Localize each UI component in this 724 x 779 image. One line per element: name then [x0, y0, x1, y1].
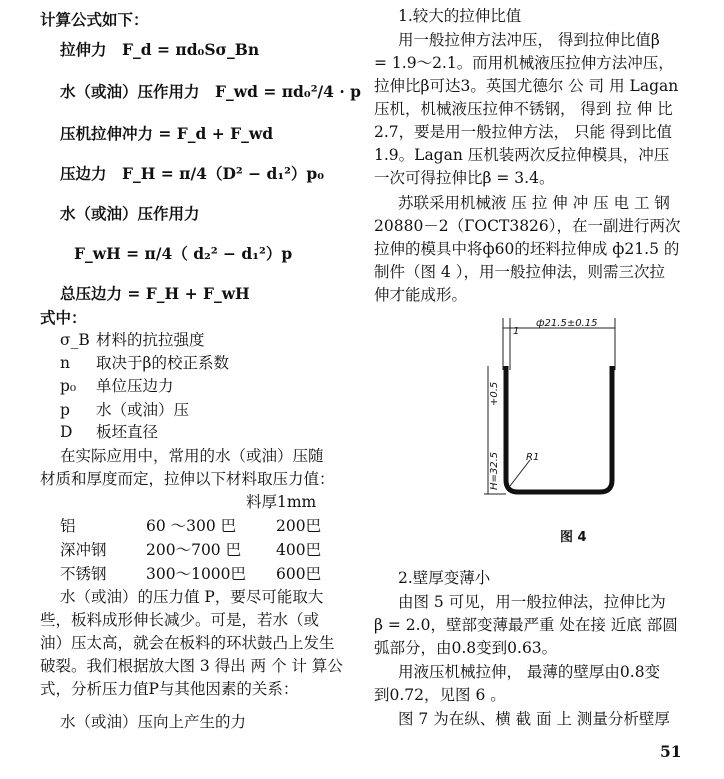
paragraph-line: 拉伸的模具中将ф60的坯料拉伸成 ф21.5 的	[374, 240, 680, 258]
paragraph-line: 一次可得拉伸比β = 3.4。	[374, 169, 555, 187]
table-cell-range: 200～700 巴	[146, 541, 242, 559]
def-description: 取决于β的校正系数	[96, 354, 229, 372]
table-header: 料厚1mm	[246, 493, 317, 511]
def-symbol: D	[60, 423, 73, 441]
formula-intro: 计算公式如下：	[40, 10, 149, 29]
formula-water-pressure-force: 水（或油）压作用力 F_wd = πd₀²/4 · p	[60, 82, 361, 101]
def-description: 水（或油）压	[96, 401, 190, 419]
paragraph-line: 到0.72，见图 6 。	[374, 686, 506, 704]
paragraph-line: 图 7 为在纵、横 截 面 上 测量分析壁厚	[398, 710, 670, 728]
table-cell-value: 200巴	[276, 517, 322, 535]
paragraph-line: 20880－2（ГОСТ3826），在一副进行两次	[374, 217, 681, 235]
height-tolerance: +0.5	[489, 381, 500, 406]
formula-water-pressure-label: 水（或油）压作用力	[60, 204, 200, 223]
def-symbol: p	[60, 401, 70, 419]
section-heading: 2.壁厚变薄小	[398, 569, 491, 587]
def-symbol: p₀	[60, 377, 77, 395]
radius-dimension: R1	[526, 452, 540, 463]
def-description: 材料的抗拉强度	[96, 331, 205, 349]
paragraph-line: 水（或油）压向上产生的力	[60, 713, 247, 731]
paragraph-line: 1.9。Lagan 压机装两次反拉伸模具，冲压	[374, 146, 670, 164]
paragraph-line: 用液压机械拉伸， 最薄的壁厚由0.8变	[398, 663, 661, 681]
table-cell-value: 400巴	[276, 541, 322, 559]
paragraph-line: 压机，机械液压拉伸不锈钢， 得到 拉 伸 比	[374, 100, 673, 118]
paragraph-line: 材质和厚度而定，拉伸以下材料取压力值：	[40, 470, 335, 488]
paragraph-line: 在实际应用中，常用的水（或油）压随	[60, 447, 324, 465]
width-dimension: ф21.5±0.15	[536, 318, 598, 329]
formula-blank-holder-force: 压边力 F_H = π/4（D² − d₁²）p₀	[60, 164, 325, 183]
formula-tensile-force: 拉伸力 F_d = πd₀Sσ_Bn	[60, 40, 260, 59]
table-cell-material: 深冲钢	[60, 541, 107, 559]
formula-press-force: 压机拉伸冲力 = F_d + F_wd	[60, 124, 274, 143]
formula-fwh: F_wH = π/4（ d₂² − d₁²）p	[74, 244, 293, 263]
formula-total-blank-holder: 总压边力 = F_H + F_wH	[60, 284, 250, 303]
paragraph-line: 破裂。我们根据放大图 3 得出 两 个 计 算公	[40, 657, 343, 675]
def-description: 单位压边力	[96, 377, 174, 395]
def-symbol: n	[60, 354, 70, 372]
table-cell-value: 600巴	[276, 565, 322, 583]
table-cell-range: 300～1000巴	[146, 565, 247, 583]
cup-drawing-figure	[480, 310, 660, 530]
page-number: 51	[660, 742, 682, 761]
paragraph-line: 式，分析压力值P与其他因素的关系：	[40, 680, 299, 698]
section-heading: 1.较大的拉伸比值	[398, 7, 522, 25]
def-symbol: σ_B	[60, 331, 90, 349]
paragraph-line: 用一般拉伸方法冲压， 得到拉伸比值β	[398, 31, 660, 49]
def-description: 板坯直径	[96, 423, 159, 441]
paragraph-line: 水（或油）的压力值 P，要尽可能取大	[60, 588, 324, 606]
paragraph-line: 2.7，要是用一般拉伸方法， 只能 得到比值	[374, 123, 673, 141]
paragraph-line: 油）压太高，就会在板料的环状鼓凸上发生	[40, 634, 335, 652]
paragraph-line: = 1.9～2.1。而用机械液压拉伸方法冲压，	[374, 54, 674, 72]
figure-caption: 图 4	[560, 530, 587, 545]
paragraph-line: 伸才能成形。	[374, 286, 468, 304]
paragraph-line: 弧部分，由0.8变到0.63。	[374, 639, 558, 657]
paragraph-line: 拉伸比β可达3。英国尤德尔 公 司 用 Lagan	[374, 77, 679, 95]
height-dimension: H=32.5	[489, 451, 500, 490]
paragraph-line: 苏联采用机械液 压 拉 伸 冲 压 电 工 钢	[398, 194, 670, 212]
paragraph-line: β = 2.0，壁部变薄最严重 处在接 近底 部圆	[374, 616, 678, 634]
table-cell-range: 60 ～300 巴	[146, 517, 237, 535]
paragraph-line: 制件（图 4 ），用一般拉伸法，则需三次拉	[374, 263, 665, 281]
paragraph-line: 由图 5 可见，用一般拉伸法，拉伸比为	[398, 593, 666, 611]
table-cell-material: 铝	[60, 517, 76, 535]
legend-heading: 式中：	[40, 308, 87, 327]
paragraph-line: 些，板料成形伸长减少。可是，若水（或	[40, 611, 320, 629]
table-cell-material: 不锈钢	[60, 565, 107, 583]
thickness-dimension: 1	[513, 326, 520, 337]
